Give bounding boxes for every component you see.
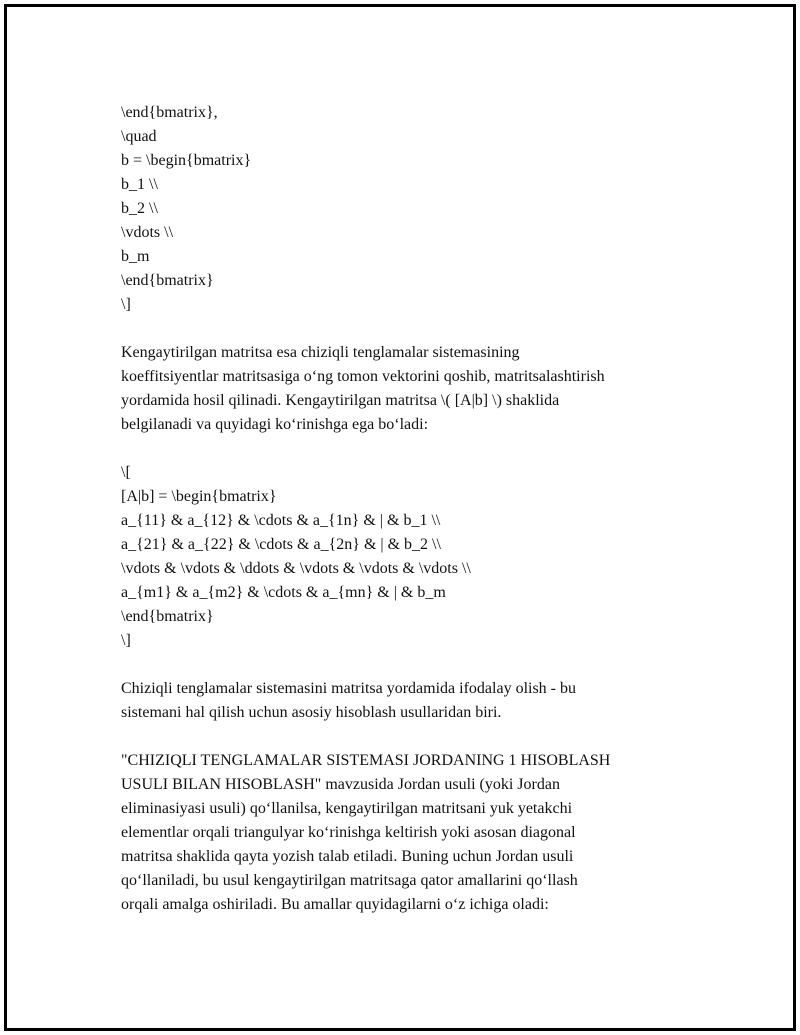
text-line: \vdots & \vdots & \ddots & \vdots & \vdots & \vdots \\	[121, 560, 471, 577]
text-line: \end{bmatrix}	[121, 608, 214, 625]
text-line: a_{m1} & a_{m2} & \cdots & a_{mn} & | & b_m	[121, 584, 446, 601]
text-line: \vdots \\	[121, 224, 174, 241]
text-line: USULI BILAN HISOBLASH" mavzusida Jordan usuli (yoki Jordan	[121, 776, 560, 793]
text-line: Kengaytirilgan matritsa esa chiziqli tenglamalar sistemasining	[121, 344, 520, 361]
text-line: b_m	[121, 248, 150, 265]
text-line: eliminasiyasi usuli) qoʻllanilsa, kengaytirilgan matritsani yuk yetakchi	[121, 800, 573, 817]
text-line: orqali amalga oshiriladi. Bu amallar quyidagilarni oʻz ichiga oladi:	[121, 896, 549, 913]
paragraph-jordan-method	[121, 749, 701, 917]
text-line: Chiziqli tenglamalar sistemasini matritsa yordamida ifodalay olish - bu	[121, 680, 577, 697]
paragraph-matrix-representation	[121, 677, 701, 725]
text-line: [A|b] = \begin{bmatrix}	[121, 488, 277, 505]
text-line: \]	[121, 632, 131, 649]
text-line: koeffitsiyentlar matritsasiga oʻng tomon vektorini qoshib, matritsalashtirish	[121, 368, 605, 385]
text-line: \]	[121, 296, 131, 313]
paragraph-gap	[121, 725, 701, 749]
text-line: qoʻllaniladi, bu usul kengaytirilgan matritsaga qator amallarini qoʻllash	[121, 872, 578, 889]
paragraph-gap	[121, 317, 701, 341]
text-line: sistemani hal qilish uchun asosiy hisoblash usullaridan biri.	[121, 704, 502, 721]
text-line: matritsa shaklida qayta yozish talab etiladi. Buning uchun Jordan usuli	[121, 848, 574, 865]
text-line: b = \begin{bmatrix}	[121, 152, 252, 169]
text-line: yordamida hosil qilinadi. Kengaytirilgan matritsa \( [A|b] \) shaklida	[121, 392, 560, 409]
text-line: \quad	[121, 128, 157, 145]
paragraph-augmented-matrix	[121, 341, 701, 437]
text-line: \end{bmatrix},	[121, 104, 218, 121]
text-line: elementlar orqali triangulyar koʻrinishga keltirish yoki asosan diagonal	[121, 824, 576, 841]
text-line: b_1 \\	[121, 176, 158, 193]
page-frame	[4, 4, 796, 1031]
text-line: a_{21} & a_{22} & \cdots & a_{2n} & | & b_2 \\	[121, 536, 441, 553]
text-line: belgilanadi va quyidagi koʻrinishga ega boʻladi:	[121, 416, 429, 433]
text-line: b_2 \\	[121, 200, 158, 217]
text-line: \end{bmatrix}	[121, 272, 214, 289]
document-body	[121, 101, 701, 917]
paragraph-gap	[121, 437, 701, 461]
latex-vector-block	[121, 101, 701, 317]
text-line: \[	[121, 464, 131, 481]
paragraph-gap	[121, 653, 701, 677]
text-line: a_{11} & a_{12} & \cdots & a_{1n} & | & b_1 \\	[121, 512, 441, 529]
text-line: "CHIZIQLI TENGLAMALAR SISTEMASI JORDANING 1 HISOBLASH	[121, 752, 611, 769]
latex-augmented-matrix-block	[121, 461, 701, 653]
